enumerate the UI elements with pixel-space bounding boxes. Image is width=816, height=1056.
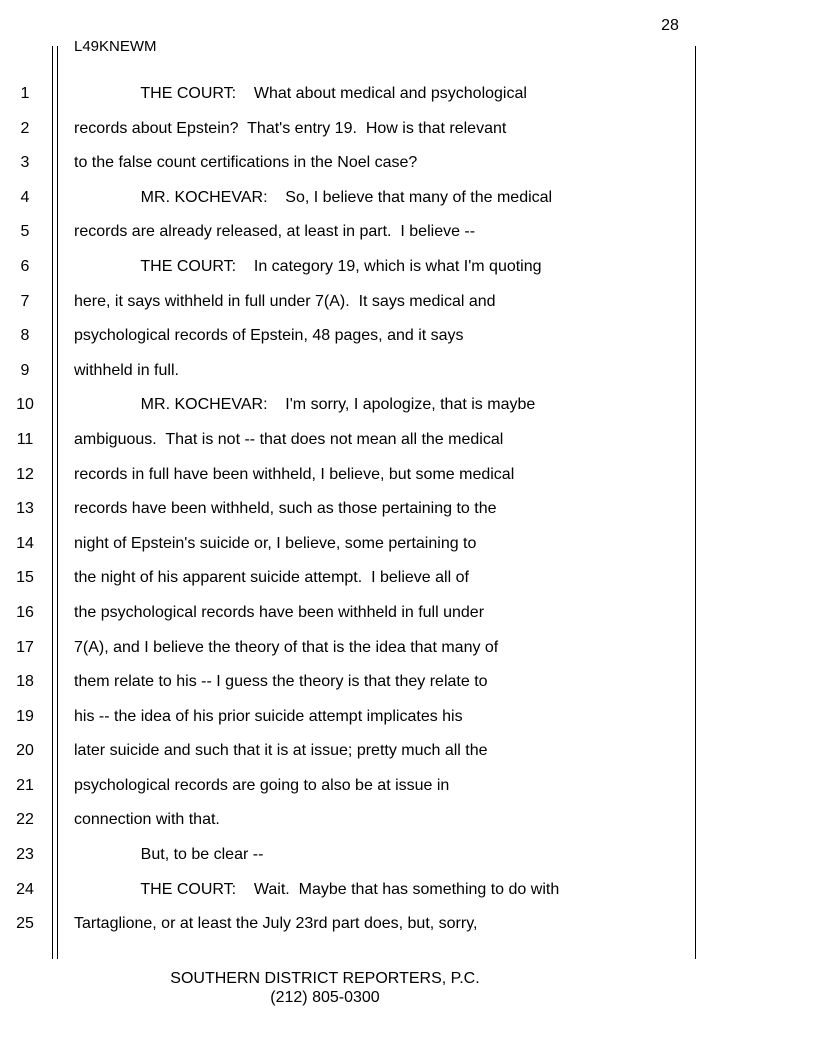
line-text: MR. KOCHEVAR: So, I believe that many of the medical: [74, 188, 553, 206]
transcript-line: [0, 457, 816, 492]
line-text: psychological records are going to also be at issue in: [74, 776, 450, 794]
line-number: 12: [16, 465, 34, 483]
line-number: 19: [16, 707, 34, 725]
line-text: to the false count certifications in the Noel case?: [74, 154, 418, 172]
transcript-line: [0, 526, 816, 561]
transcript-line: [0, 560, 816, 595]
line-number: 17: [16, 638, 34, 656]
transcript-line: [0, 906, 816, 941]
reporter-phone: (212) 805-0300: [270, 989, 380, 1006]
line-number: 5: [20, 223, 30, 241]
transcript-line: [0, 872, 816, 907]
transcript-line: [0, 595, 816, 630]
line-number: 14: [16, 534, 34, 552]
transcript-line: [0, 318, 816, 353]
line-number: 7: [20, 292, 30, 310]
line-text: ambiguous. That is not -- that does not mean all the medical: [74, 430, 504, 448]
line-text: psychological records of Epstein, 48 pages, and it says: [74, 327, 464, 345]
line-text: them relate to his -- I guess the theory is that they relate to: [74, 673, 488, 691]
line-text: 7(A), and I believe the theory of that is the idea that many of: [74, 638, 499, 656]
line-text: MR. KOCHEVAR: I'm sorry, I apologize, that is maybe: [74, 396, 536, 414]
line-number: 2: [20, 119, 30, 137]
transcript-line: [0, 630, 816, 665]
line-text: here, it says withheld in full under 7(A). It says medical and: [74, 292, 496, 310]
case-code: L49KNEWM: [74, 38, 157, 55]
line-number: 11: [16, 430, 34, 448]
transcript-line: [0, 145, 816, 180]
transcript-line: [0, 802, 816, 837]
transcript-line: [0, 491, 816, 526]
line-text: THE COURT: In category 19, which is what I'm quoting: [74, 257, 542, 275]
line-number: 3: [20, 154, 30, 172]
transcript-line: [0, 214, 816, 249]
transcript-line: [0, 387, 816, 422]
line-number: 15: [16, 569, 34, 587]
transcript-line: [0, 180, 816, 215]
line-text: THE COURT: Wait. Maybe that has something to do with: [74, 880, 560, 898]
line-text: records have been withheld, such as those pertaining to the: [74, 500, 497, 518]
line-number: 25: [16, 915, 34, 933]
line-number: 10: [16, 396, 34, 414]
transcript-line: [0, 699, 816, 734]
transcript-line: [0, 249, 816, 284]
line-number: 13: [16, 500, 34, 518]
footer: [0, 969, 650, 1007]
line-text: Tartaglione, or at least the July 23rd part does, but, sorry,: [74, 915, 478, 933]
line-number: 23: [16, 846, 34, 864]
page-number: 28: [661, 17, 679, 34]
transcript-line: [0, 422, 816, 457]
line-text: his -- the idea of his prior suicide attempt implicates his: [74, 707, 463, 725]
transcript-line: [0, 837, 816, 872]
line-text: records about Epstein? That's entry 19. How is that relevant: [74, 119, 507, 137]
line-number: 1: [20, 85, 30, 102]
line-number: 9: [20, 361, 30, 379]
line-number: 21: [16, 776, 34, 794]
line-number: 8: [20, 327, 30, 345]
transcript-line: [0, 284, 816, 319]
line-number: 18: [16, 673, 34, 691]
line-text: night of Epstein's suicide or, I believe, some pertaining to: [74, 534, 477, 552]
transcript-lines: [0, 76, 816, 941]
transcript-line: [0, 768, 816, 803]
line-text: But, to be clear --: [74, 846, 264, 864]
line-text: withheld in full.: [74, 361, 179, 379]
line-text: later suicide and such that it is at issue; pretty much all the: [74, 742, 488, 760]
transcript-line: [0, 664, 816, 699]
line-text: the night of his apparent suicide attempt. I believe all of: [74, 569, 469, 587]
line-number: 6: [20, 257, 30, 275]
line-number: 24: [16, 880, 34, 898]
line-number: 4: [20, 188, 30, 206]
line-number: 22: [16, 811, 34, 829]
line-text: records in full have been withheld, I believe, but some medical: [74, 465, 515, 483]
line-text: the psychological records have been withheld in full under: [74, 603, 485, 621]
transcript-line: [0, 353, 816, 388]
transcript-line: [0, 111, 816, 146]
reporter-name: SOUTHERN DISTRICT REPORTERS, P.C.: [170, 970, 480, 987]
line-number: 20: [16, 742, 34, 760]
transcript-line: [0, 733, 816, 768]
transcript-line: [0, 76, 816, 111]
line-text: records are already released, at least in part. I believe --: [74, 223, 476, 241]
line-text: connection with that.: [74, 811, 220, 829]
line-number: 16: [16, 603, 34, 621]
line-text: THE COURT: What about medical and psychological: [74, 85, 527, 102]
